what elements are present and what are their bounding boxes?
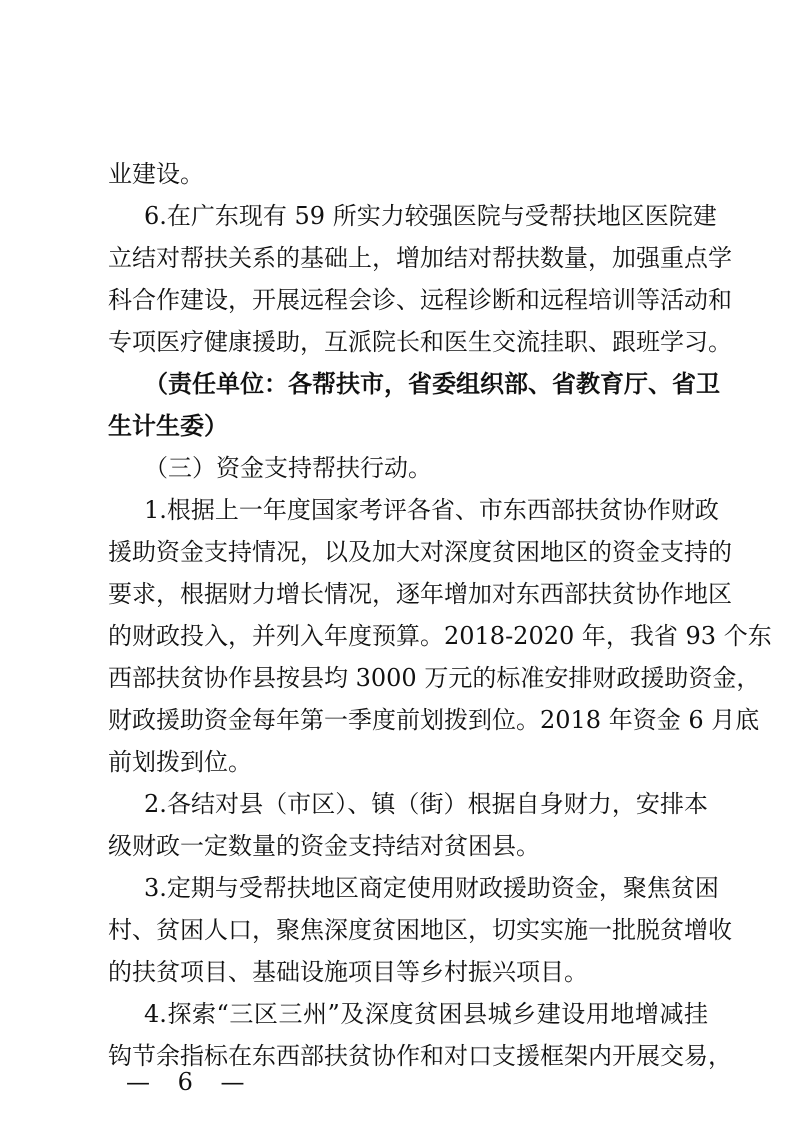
text-line: 要求，根据财力增长情况，逐年增加对东西部扶贫协作地区 bbox=[108, 580, 732, 608]
text-line: 钩节余指标在东西部扶贫协作和对口支援框架内开展交易， bbox=[108, 1042, 732, 1070]
text-line: 科合作建设，开展远程会诊、远程诊断和远程培训等活动和 bbox=[108, 286, 732, 314]
text-line: 援助资金支持情况，以及加大对深度贫困地区的资金支持的 bbox=[108, 538, 732, 566]
text-line: 的财政投入，并列入年度预算。2018-2020 年，我省 93 个东 bbox=[108, 622, 772, 650]
text-line: 级财政一定数量的资金支持结对贫困县。 bbox=[108, 832, 540, 860]
text-line: 1.根据上一年度国家考评各省、市东西部扶贫协作财政 bbox=[144, 496, 719, 524]
text-line: 立结对帮扶关系的基础上，增加结对帮扶数量，加强重点学 bbox=[108, 244, 732, 272]
responsibility-note: 生计生委） bbox=[108, 412, 228, 440]
text-line: 专项医疗健康援助，互派院长和医生交流挂职、跟班学习。 bbox=[108, 328, 732, 356]
text-line: 前划拨到位。 bbox=[108, 748, 252, 776]
page-number: — 6 — bbox=[126, 1068, 255, 1096]
section-heading: （三）资金支持帮扶行动。 bbox=[144, 454, 432, 482]
text-line: 村、贫困人口，聚焦深度贫困地区，切实实施一批脱贫增收 bbox=[108, 916, 732, 944]
text-line: 的扶贫项目、基础设施项目等乡村振兴项目。 bbox=[108, 958, 588, 986]
text-line: 财政援助资金每年第一季度前划拨到位。2018 年资金 6 月底 bbox=[108, 706, 760, 734]
responsibility-note: （责任单位：各帮扶市，省委组织部、省教育厅、省卫 bbox=[144, 370, 720, 398]
text-line: 2.各结对县（市区）、镇（街）根据自身财力，安排本 bbox=[144, 790, 708, 818]
text-line: 西部扶贫协作县按县均 3000 万元的标准安排财政援助资金， bbox=[108, 664, 761, 692]
text-line: 6.在广东现有 59 所实力较强医院与受帮扶地区医院建 bbox=[144, 202, 717, 230]
text-line: 4.探索“三区三州”及深度贫困县城乡建设用地增减挂 bbox=[144, 1000, 708, 1028]
text-line: 3.定期与受帮扶地区商定使用财政援助资金，聚焦贫困 bbox=[144, 874, 719, 902]
text-line: 业建设。 bbox=[108, 160, 204, 188]
